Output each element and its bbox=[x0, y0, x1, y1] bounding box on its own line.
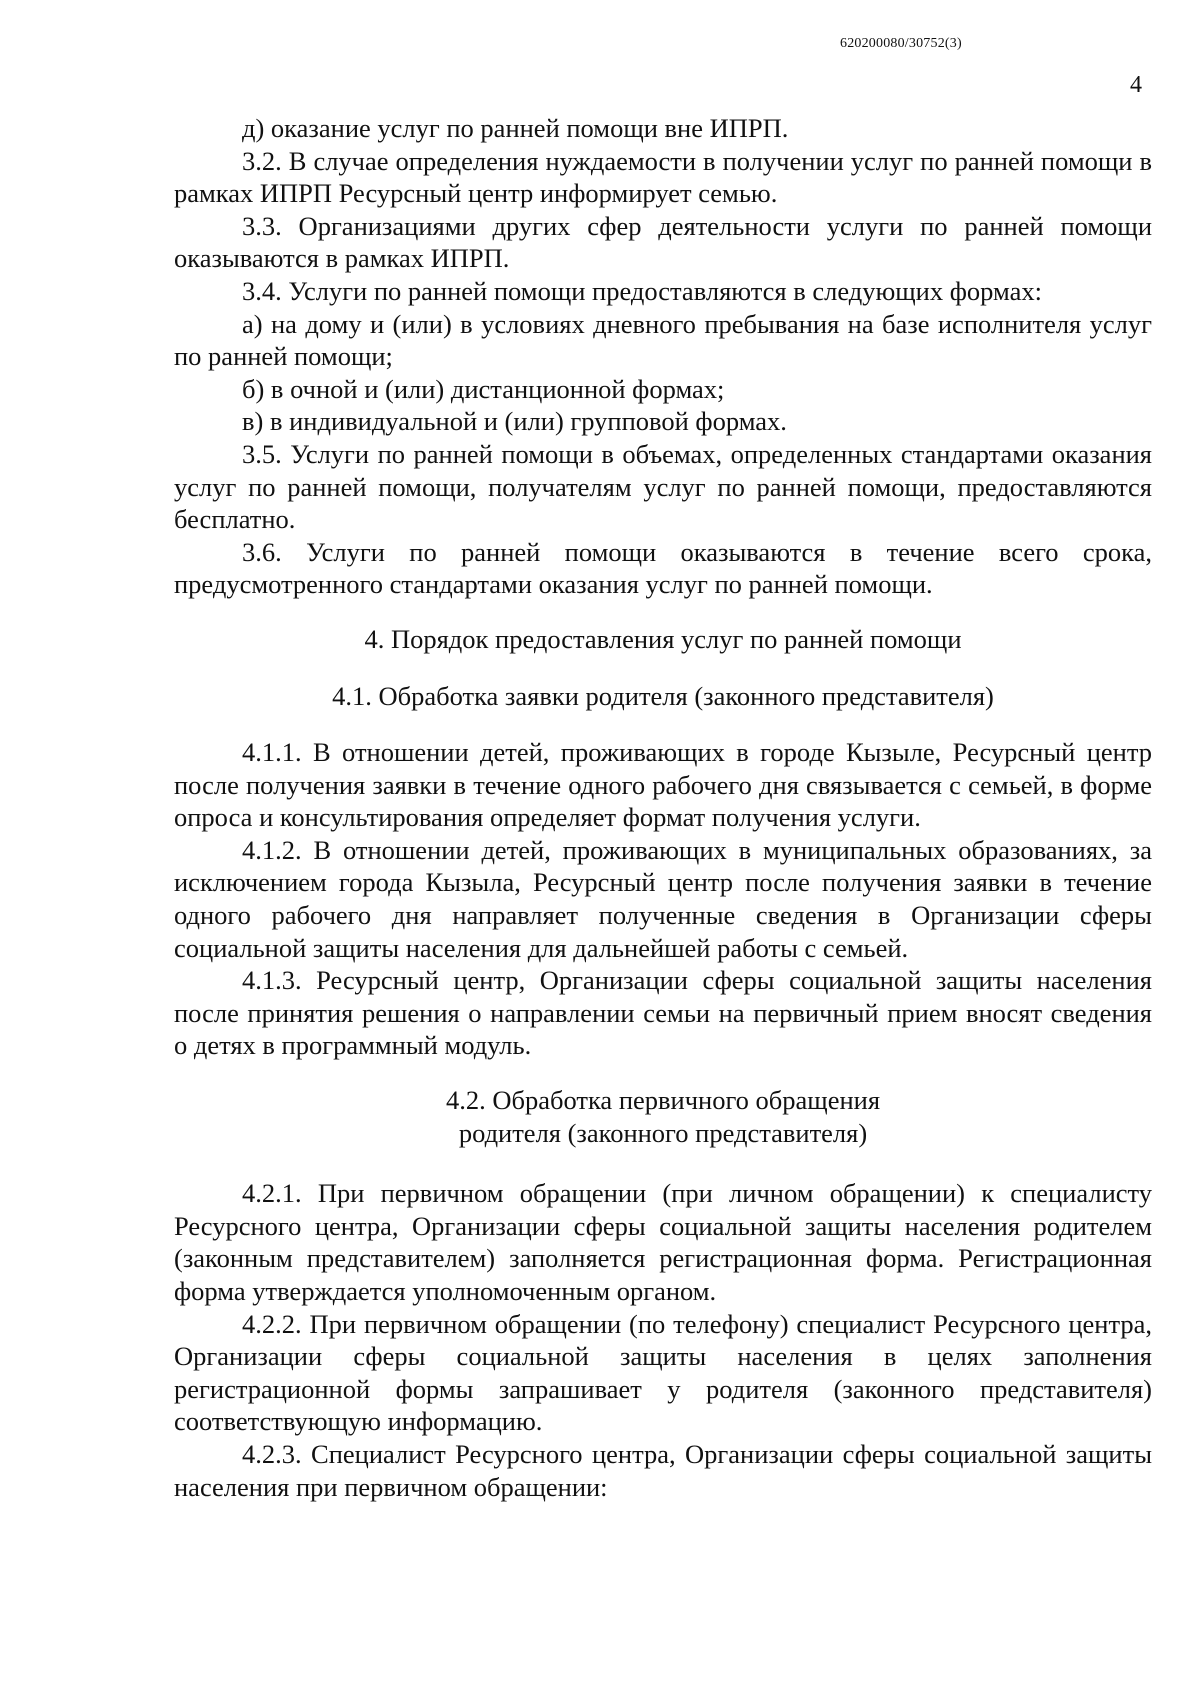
document-id: 620200080/30752(3) bbox=[840, 36, 962, 51]
paragraph: а) на дому и (или) в условиях дневного пребывания на базе исполнителя услуг по ранней помощи; bbox=[174, 308, 1152, 372]
paragraph: б) в очной и (или) дистанционной формах; bbox=[242, 373, 725, 404]
paragraph: 3.4. Услуги по ранней помощи предоставляются в следующих формах: bbox=[242, 275, 1042, 306]
document-body bbox=[174, 112, 1152, 1503]
paragraph: 4.1.2. В отношении детей, проживающих в муниципальных образованиях, за исключением города Кызыла, Ресурсный центр после получения заявки в течение одного рабочего дня направляет полученные сведения в Организации сферы социальной защиты населения для дальнейшей работы с семьей. bbox=[174, 834, 1152, 963]
paragraph: 4.2.1. При первичном обращении (при личном обращении) к специалисту Ресурсного центра, Организации сферы социальной защиты населения родителем (законным представителем) заполняется регистрационная форма. Регистрационная форма утверждается уполномоченным органом. bbox=[174, 1178, 1152, 1306]
paragraph: 3.2. В случае определения нуждаемости в получении услуг по ранней помощи в рамках ИПРП Ресурсный центр информирует семью. bbox=[174, 145, 1152, 209]
paragraph: д) оказание услуг по ранней помощи вне ИПРП. bbox=[242, 113, 789, 143]
subsection-heading-block bbox=[174, 1084, 1152, 1149]
subsection-heading-line: 4.2. Обработка первичного обращения bbox=[445, 1085, 881, 1116]
section-heading: 4. Порядок предоставления услуг по ранней помощи bbox=[364, 623, 962, 654]
paragraph: 4.1.3. Ресурсный центр, Организации сферы социальной защиты населения после принятия решения о направлении семьи на первичный прием вносят сведения о детях в программный модуль. bbox=[174, 965, 1152, 1061]
subsection-heading-line: родителя (законного представителя) bbox=[458, 1117, 868, 1148]
paragraph: в) в индивидуальной и (или) групповой формах. bbox=[242, 406, 787, 437]
paragraph: 4.2.3. Специалист Ресурсного центра, Организации сферы социальной защиты населения при первичном обращении: bbox=[174, 1438, 1152, 1502]
subsection-heading: 4.1. Обработка заявки родителя (законного представителя) bbox=[332, 680, 994, 711]
paragraph: 3.6. Услуги по ранней помощи оказываются в течение всего срока, предусмотренного стандартами оказания услуг по ранней помощи. bbox=[174, 536, 1152, 600]
page-number: 4 bbox=[1130, 72, 1142, 98]
paragraph: 4.2.2. При первичном обращении (по телефону) специалист Ресурсного центра, Организации сферы социальной защиты населения в целях заполнения регистрационной формы запрашивает у родителя (законного представителя) соответствующую информацию. bbox=[174, 1308, 1152, 1437]
paragraph: 3.3. Организациями других сфер деятельности услуги по ранней помощи оказываются в рамках ИПРП. bbox=[174, 210, 1152, 274]
paragraph: 4.1.1. В отношении детей, проживающих в городе Кызыле, Ресурсный центр после получения заявки в течение одного рабочего дня связывается с семьей, в форме опроса и консультирования определяет формат получения услуги. bbox=[174, 737, 1152, 833]
paragraph: 3.5. Услуги по ранней помощи в объемах, определенных стандартами оказания услуг по ранней помощи, получателям услуг по ранней помощи, предоставляются бесплатно. bbox=[174, 438, 1152, 535]
